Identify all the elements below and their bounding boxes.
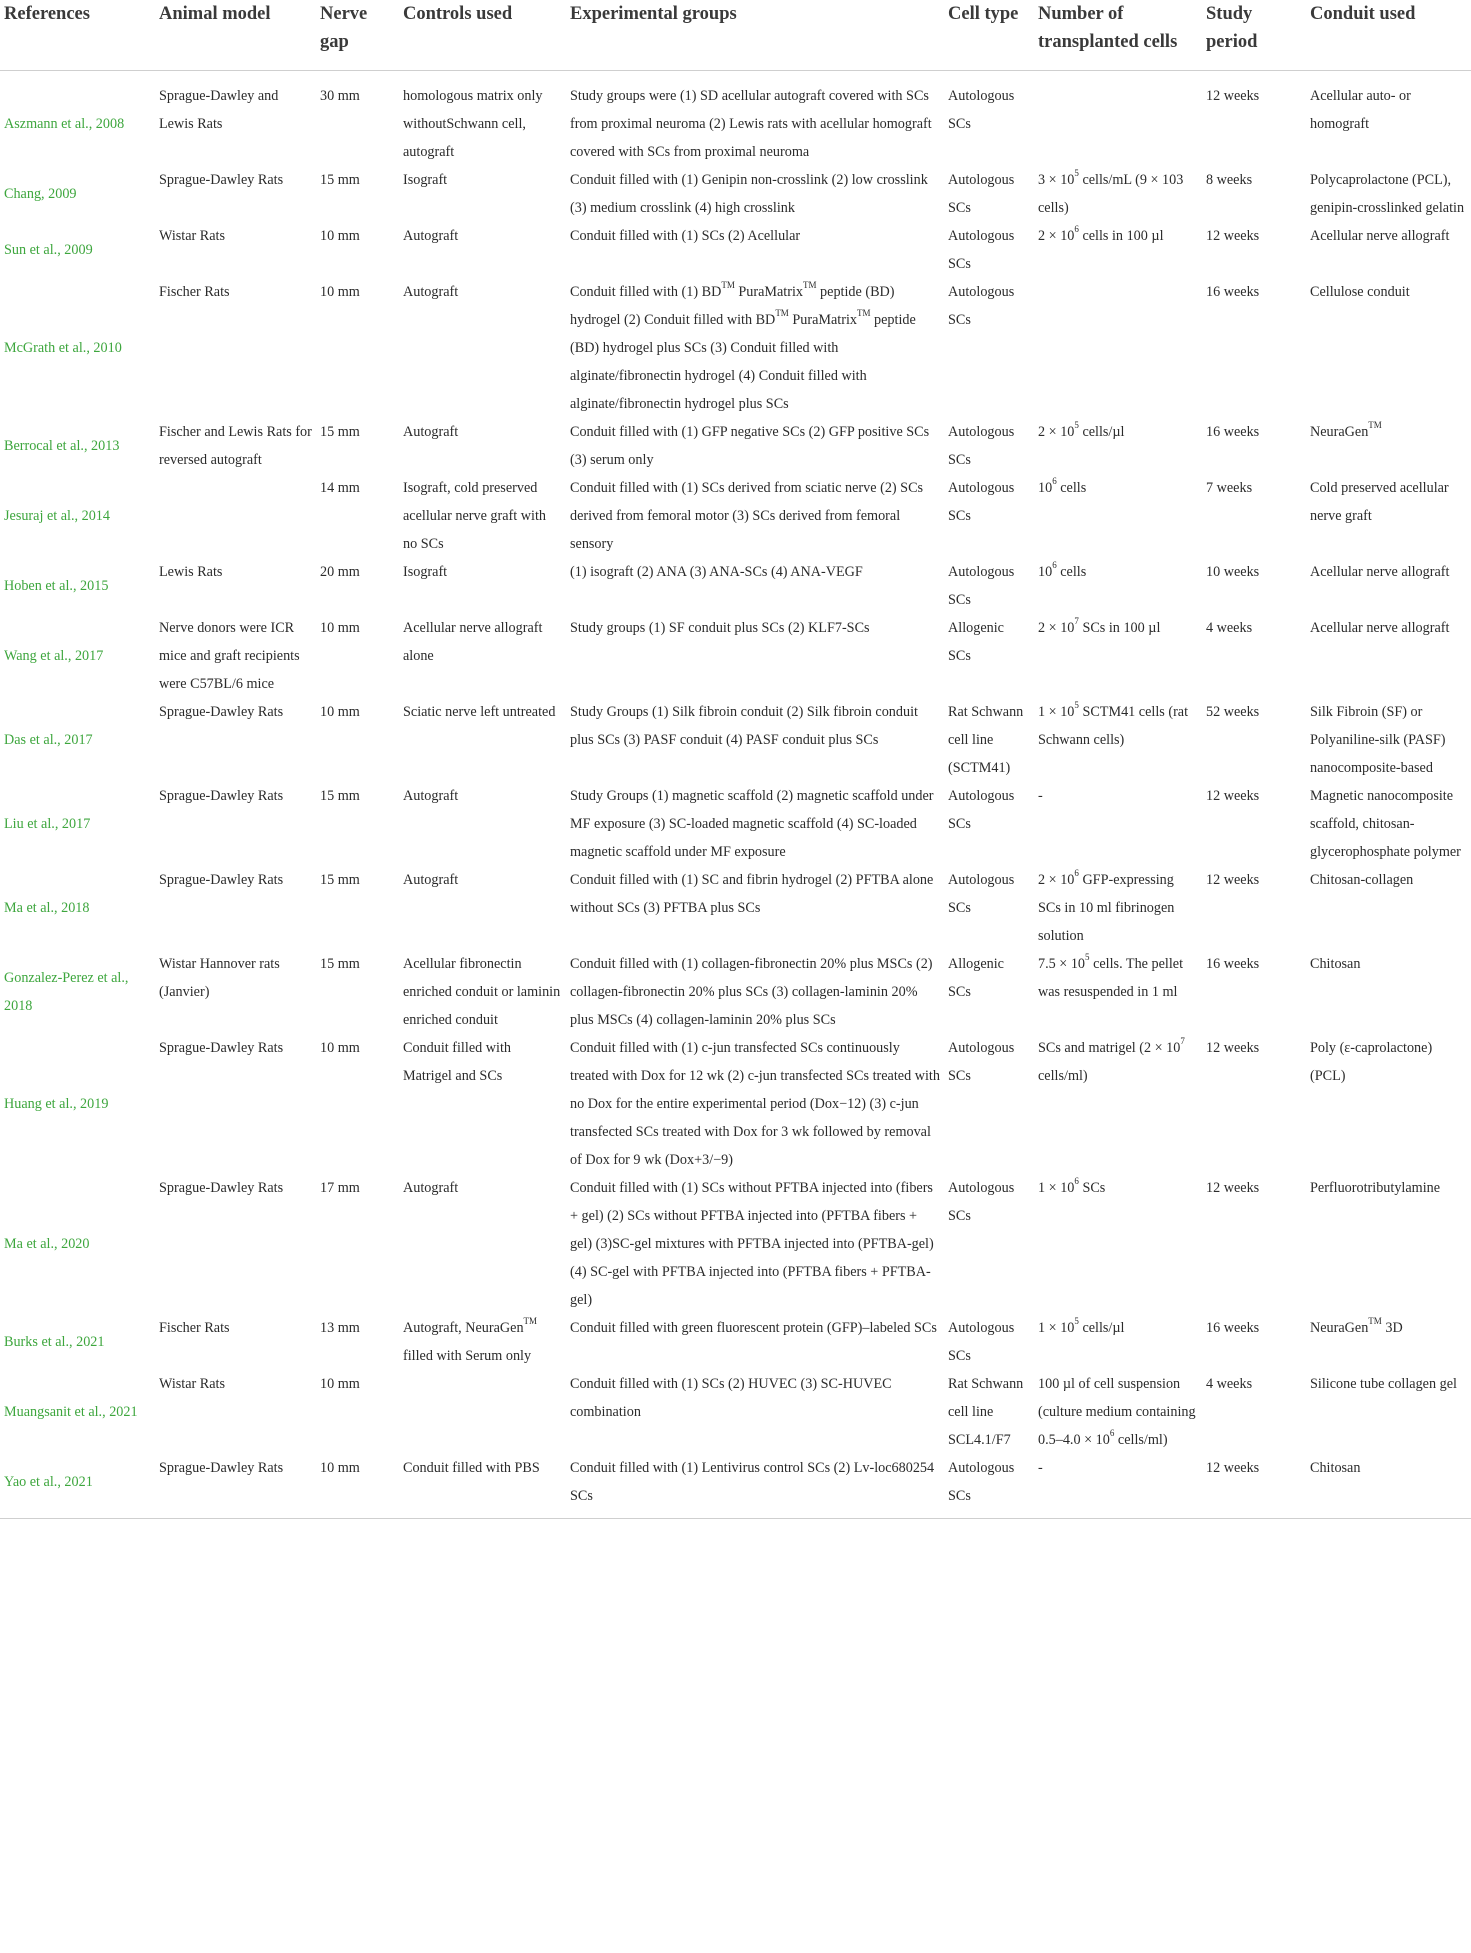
controls-cell: Autograft (403, 228, 459, 244)
conduit-cell: Poly (ε-caprolactone) (PCL) (1310, 1040, 1433, 1084)
controls-cell: Conduit filled with PBS (403, 1460, 540, 1476)
cell-type-cell: Autologous SCs (948, 424, 1015, 468)
animal-model-cell (155, 474, 316, 558)
reference-link[interactable]: Liu et al., 2017 (4, 816, 91, 832)
conduit-cell: Cellulose conduit (1310, 284, 1410, 300)
cell-type-cell: Rat Schwann cell line (SCTM41) (948, 704, 1024, 776)
cell-type-cell: Autologous SCs (948, 1040, 1015, 1084)
controls-cell: Isograft, cold preserved acellular nerve graft with no SCs (403, 480, 546, 552)
experimental-groups-cell: Conduit filled with (1) Genipin non-crosslink (2) low crosslink (3) medium crosslink (4) high crosslink (570, 172, 928, 216)
study-period-cell: 12 weeks (1206, 872, 1260, 888)
table-row (0, 950, 1471, 1034)
header-references: References (0, 0, 155, 71)
conduit-cell: Perfluorotributylamine (1310, 1180, 1441, 1196)
controls-cell (399, 1370, 566, 1454)
animal-model-cell: Sprague-Dawley Rats (159, 704, 284, 720)
study-period-cell: 7 weeks (1206, 480, 1253, 496)
header-number-of-cells: Number of transplanted cells (1034, 0, 1202, 71)
header-conduit-used: Conduit used (1306, 0, 1471, 71)
experimental-groups-cell: Conduit filled with (1) SCs derived from sciatic nerve (2) SCs derived from femoral motor (3) SCs derived from femoral sensory (570, 480, 924, 552)
conduit-cell: Chitosan-collagen (1310, 872, 1414, 888)
conduit-cell: Magnetic nanocomposite scaffold, chitosan-glycerophosphate polymer (1310, 788, 1461, 860)
experimental-groups-cell: Conduit filled with (1) collagen-fibronectin 20% plus MSCs (2) collagen-fibronectin 20% plus SCs (3) collagen-laminin 20% plus MSCs (4) collagen-laminin 20% plus SCs (570, 956, 933, 1028)
transplanted-cells-cell: $10^6$ cells (1038, 560, 1087, 580)
transplanted-cells-cell: $7.5 \times 10^5$ cells. The pellet was resuspended in 1 ml (1038, 952, 1184, 1000)
nerve-gap-cell: 13 mm (320, 1320, 360, 1336)
header-nerve-gap: Nerve gap (316, 0, 399, 71)
animal-model-cell: Nerve donors were ICR mice and graft recipients were C57BL/6 mice (159, 620, 300, 692)
experimental-groups-cell: Conduit filled with (1) GFP negative SCs (2) GFP positive SCs (3) serum only (570, 424, 930, 468)
experimental-groups-cell: Conduit filled with (1) SC and fibrin hydrogel (2) PFTBA alone without SCs (3) PFTBA plus SCs (570, 872, 934, 916)
table-row (0, 614, 1471, 698)
animal-model-cell: Fischer Rats (159, 1320, 230, 1336)
transplanted-cells-cell: - (1038, 1460, 1043, 1476)
reference-link[interactable]: Berrocal et al., 2013 (4, 438, 120, 454)
conduit-cell: Acellular nerve allograft (1310, 620, 1450, 636)
table-row (0, 166, 1471, 222)
transplanted-cells-cell: $1 \times 10^6$ SCs (1038, 1176, 1106, 1196)
controls-cell: Conduit filled with Matrigel and SCs (403, 1040, 511, 1084)
nerve-gap-cell: 15 mm (320, 788, 360, 804)
experimental-groups-cell: Study groups (1) SF conduit plus SCs (2) KLF7-SCs (570, 620, 870, 636)
cell-type-cell: Allogenic SCs (948, 620, 1004, 664)
controls-cell: Autograft (403, 424, 459, 440)
study-period-cell: 12 weeks (1206, 1460, 1260, 1476)
controls-cell: Isograft (403, 564, 448, 580)
controls-cell: Acellular nerve allograft alone (403, 620, 543, 664)
transplanted-cells-cell: $2 \times 10^6$ cells in 100 µl (1038, 224, 1164, 244)
transplanted-cells-cell: $1 \times 10^5$ SCTM41 cells (rat Schwann cells) (1038, 700, 1189, 748)
cell-type-cell: Autologous SCs (948, 1180, 1015, 1224)
experimental-groups-cell: Conduit filled with (1) c-jun transfected SCs continuously treated with Dox for 12 wk (2) c-jun transfected SCs treated with no Dox for the entire experimental period (Dox−12) (3) c-jun transfected SCs treated with Dox for 3 wk followed by removal of Dox for 9 wk (Dox+3/−9) (570, 1040, 940, 1168)
experimental-groups-cell: Study Groups (1) magnetic scaffold (2) magnetic scaffold under MF exposure (3) SC-loaded magnetic scaffold (4) SC-loaded magnetic scaffold under MF exposure (570, 788, 934, 860)
transplanted-cells-cell: $1 \times 10^5$ cells/µl (1038, 1316, 1125, 1336)
experimental-groups-cell: Conduit filled with green fluorescent protein (GFP)–labeled SCs (570, 1320, 937, 1336)
reference-link[interactable]: Wang et al., 2017 (4, 648, 104, 664)
nerve-gap-cell: 30 mm (320, 88, 360, 104)
transplanted-cells-cell: $2 \times 10^6$ GFP-expressing SCs in 10 ml fibrinogen solution (1038, 868, 1175, 944)
conduit-cell: Silk Fibroin (SF) or Polyaniline-silk (PASF) nanocomposite-based (1310, 704, 1446, 776)
controls-cell: homologous matrix only withoutSchwann cell, autograft (403, 88, 543, 160)
controls-cell: Autograft, NeuraGen™ filled with Serum only (403, 1316, 538, 1364)
study-period-cell: 16 weeks (1206, 956, 1260, 972)
reference-link[interactable]: Jesuraj et al., 2014 (4, 508, 110, 524)
table-row (0, 782, 1471, 866)
study-period-cell: 12 weeks (1206, 788, 1260, 804)
cell-type-cell: Autologous SCs (948, 788, 1015, 832)
nerve-gap-cell: 10 mm (320, 228, 360, 244)
cell-type-cell: Autologous SCs (948, 564, 1015, 608)
reference-link[interactable]: Sun et al., 2009 (4, 242, 93, 258)
table-row (0, 1034, 1471, 1174)
table-row (0, 222, 1471, 278)
animal-model-cell: Lewis Rats (159, 564, 223, 580)
reference-link[interactable]: Gonzalez-Perez et al., 2018 (4, 970, 129, 1014)
conduit-cell: NeuraGen™ (1310, 420, 1382, 440)
conduit-cell: Chitosan (1310, 1460, 1361, 1476)
controls-cell: Autograft (403, 284, 459, 300)
transplanted-cells-cell: SCs and matrigel ($2 \times 10^7$ cells/ml) (1038, 1036, 1185, 1084)
nerve-gap-cell: 15 mm (320, 956, 360, 972)
experimental-groups-cell: Conduit filled with (1) SCs (2) Acellular (570, 228, 801, 244)
transplanted-cells-cell: $3 \times 10^5$ cells/mL (9 × 103 cells) (1038, 168, 1184, 216)
experimental-groups-cell: Study Groups (1) Silk fibroin conduit (2) Silk fibroin conduit plus SCs (3) PASF conduit (4) PASF conduit plus SCs (570, 704, 918, 748)
animal-model-cell: Sprague-Dawley Rats (159, 1180, 284, 1196)
animal-model-cell: Sprague-Dawley Rats (159, 1460, 284, 1476)
study-period-cell: 8 weeks (1206, 172, 1253, 188)
table-body (0, 71, 1471, 1519)
table-row (0, 474, 1471, 558)
nerve-gap-cell: 10 mm (320, 620, 360, 636)
table-row (0, 418, 1471, 474)
reference-link[interactable]: Chang, 2009 (4, 186, 77, 202)
conduit-cell: Silicone tube collagen gel (1310, 1376, 1457, 1392)
cell-type-cell: Autologous SCs (948, 172, 1015, 216)
nerve-gap-cell: 15 mm (320, 424, 360, 440)
animal-model-cell: Fischer and Lewis Rats for reversed autograft (159, 424, 312, 468)
transplanted-cells-cell (1034, 278, 1202, 418)
experimental-groups-cell: Conduit filled with (1) Lentivirus control SCs (2) Lv-loc680254 SCs (570, 1460, 935, 1504)
header-animal-model: Animal model (155, 0, 316, 71)
animal-model-cell: Wistar Rats (159, 1376, 226, 1392)
animal-model-cell: Sprague-Dawley Rats (159, 172, 284, 188)
cell-type-cell: Autologous SCs (948, 88, 1015, 132)
controls-cell: Acellular fibronectin enriched conduit or laminin enriched conduit (403, 956, 561, 1028)
reference-link[interactable]: Burks et al., 2021 (4, 1334, 105, 1350)
conduit-cell: NeuraGen™ 3D (1310, 1316, 1403, 1336)
nerve-gap-cell: 17 mm (320, 1180, 360, 1196)
reference-link[interactable]: Huang et al., 2019 (4, 1096, 109, 1112)
conduit-cell: Cold preserved acellular nerve graft (1310, 480, 1449, 524)
animal-model-cell: Fischer Rats (159, 284, 230, 300)
table-row (0, 1174, 1471, 1314)
cell-type-cell: Autologous SCs (948, 1460, 1015, 1504)
reference-link[interactable]: Yao et al., 2021 (4, 1474, 93, 1490)
header-cell-type: Cell type (944, 0, 1034, 71)
cell-type-cell: Rat Schwann cell line SCL4.1/F7 (948, 1376, 1024, 1448)
reference-link[interactable]: Aszmann et al., 2008 (4, 116, 125, 132)
reference-link[interactable]: Ma et al., 2018 (4, 900, 90, 916)
experimental-groups-cell: Study groups were (1) SD acellular autograft covered with SCs from proximal neuroma (2) Lewis rats with acellular homograft covered with SCs from proximal neuroma (570, 88, 932, 160)
study-period-cell: 4 weeks (1206, 1376, 1253, 1392)
cell-type-cell: Autologous SCs (948, 1320, 1015, 1364)
transplanted-cells-cell: 100 µl of cell suspension (culture medium containing $0.5-4.0 \times 10^6$ cells/ml) (1038, 1376, 1196, 1448)
controls-cell: Autograft (403, 872, 459, 888)
conduit-cell: Acellular auto- or homograft (1310, 88, 1411, 132)
cell-type-cell: Autologous SCs (948, 480, 1015, 524)
table-row (0, 1454, 1471, 1518)
nerve-gap-cell: 10 mm (320, 1460, 360, 1476)
controls-cell: Autograft (403, 788, 459, 804)
table-bottom-rule (0, 1518, 1471, 1519)
study-period-cell: 4 weeks (1206, 620, 1253, 636)
study-period-cell: 12 weeks (1206, 88, 1260, 104)
transplanted-cells-cell: $2 \times 10^5$ cells/µl (1038, 420, 1125, 440)
experimental-groups-cell: Conduit filled with (1) SCs (2) HUVEC (3) SC-HUVEC combination (570, 1376, 892, 1420)
reference-link[interactable]: McGrath et al., 2010 (4, 340, 122, 356)
study-period-cell: 16 weeks (1206, 424, 1260, 440)
cell-type-cell: Autologous SCs (948, 284, 1015, 328)
animal-model-cell: Wistar Hannover rats (Janvier) (159, 956, 280, 1000)
nerve-gap-cell: 10 mm (320, 1376, 360, 1392)
reference-link[interactable]: Muangsanit et al., 2021 (4, 1404, 138, 1420)
reference-link[interactable]: Das et al., 2017 (4, 732, 93, 748)
experimental-groups-cell: Conduit filled with (1) SCs without PFTBA injected into (fibers + gel) (2) SCs without PFTBA injected into (PFTBA fibers + gel) (3)SC-gel mixtures with PFTBA injected into (PFTBA-gel) (4) SC-gel with PFTBA injected into (PFTBA fibers + PFTBA-gel) (570, 1180, 934, 1308)
transplanted-cells-cell: $2 \times 10^7$ SCs in 100 µl (1038, 616, 1161, 636)
table-row (0, 866, 1471, 950)
nerve-gap-cell: 15 mm (320, 872, 360, 888)
conduit-cell: Acellular nerve allograft (1310, 228, 1450, 244)
study-period-cell: 16 weeks (1206, 1320, 1260, 1336)
animal-model-cell: Sprague-Dawley Rats (159, 1040, 284, 1056)
study-period-cell: 10 weeks (1206, 564, 1260, 580)
experimental-groups-cell: (1) isograft (2) ANA (3) ANA-SCs (4) ANA-VEGF (570, 564, 863, 580)
table-header (0, 0, 1471, 71)
transplanted-cells-cell (1034, 71, 1202, 167)
study-period-cell: 52 weeks (1206, 704, 1260, 720)
table-row (0, 698, 1471, 782)
experimental-groups-cell: Conduit filled with (1) BD™ PuraMatrix™ peptide (BD) hydrogel (2) Conduit filled with BD™ PuraMatrix™ peptide (BD) hydrogel plus SCs (3) Conduit filled with alginate/fibronectin hydrogel (4) Conduit filled with alginate/fibronectin hydrogel plus SCs (570, 280, 916, 412)
nerve-gap-cell: 14 mm (320, 480, 360, 496)
conduit-cell: Chitosan (1310, 956, 1361, 972)
study-period-cell: 12 weeks (1206, 1180, 1260, 1196)
reference-link[interactable]: Ma et al., 2020 (4, 1236, 90, 1252)
header-experimental-groups: Experimental groups (566, 0, 944, 71)
animal-model-cell: Sprague-Dawley and Lewis Rats (159, 88, 279, 132)
cell-type-cell: Autologous SCs (948, 872, 1015, 916)
conduit-cell: Polycaprolactone (PCL), genipin-crosslinked gelatin (1310, 172, 1465, 216)
cell-type-cell: Allogenic SCs (948, 956, 1004, 1000)
controls-cell: Autograft (403, 1180, 459, 1196)
header-study-period: Study period (1202, 0, 1306, 71)
reference-link[interactable]: Hoben et al., 2015 (4, 578, 109, 594)
header-controls-used: Controls used (399, 0, 566, 71)
study-period-cell: 12 weeks (1206, 228, 1260, 244)
table-row (0, 278, 1471, 418)
controls-cell: Sciatic nerve left untreated (403, 704, 556, 720)
cell-type-cell: Autologous SCs (948, 228, 1015, 272)
table-row (0, 1370, 1471, 1454)
table-row (0, 1314, 1471, 1370)
nerve-gap-cell: 10 mm (320, 284, 360, 300)
conduit-cell: Acellular nerve allograft (1310, 564, 1450, 580)
table-row (0, 558, 1471, 614)
animal-model-cell: Sprague-Dawley Rats (159, 872, 284, 888)
nerve-gap-cell: 15 mm (320, 172, 360, 188)
study-period-cell: 16 weeks (1206, 284, 1260, 300)
transplanted-cells-cell: - (1038, 788, 1043, 804)
transplanted-cells-cell: $10^6$ cells (1038, 476, 1087, 496)
study-period-cell: 12 weeks (1206, 1040, 1260, 1056)
table-row (0, 71, 1471, 167)
nerve-gap-cell: 10 mm (320, 1040, 360, 1056)
nerve-gap-cell: 20 mm (320, 564, 360, 580)
animal-model-cell: Wistar Rats (159, 228, 226, 244)
animal-model-cell: Sprague-Dawley Rats (159, 788, 284, 804)
nerve-gap-cell: 10 mm (320, 704, 360, 720)
controls-cell: Isograft (403, 172, 448, 188)
